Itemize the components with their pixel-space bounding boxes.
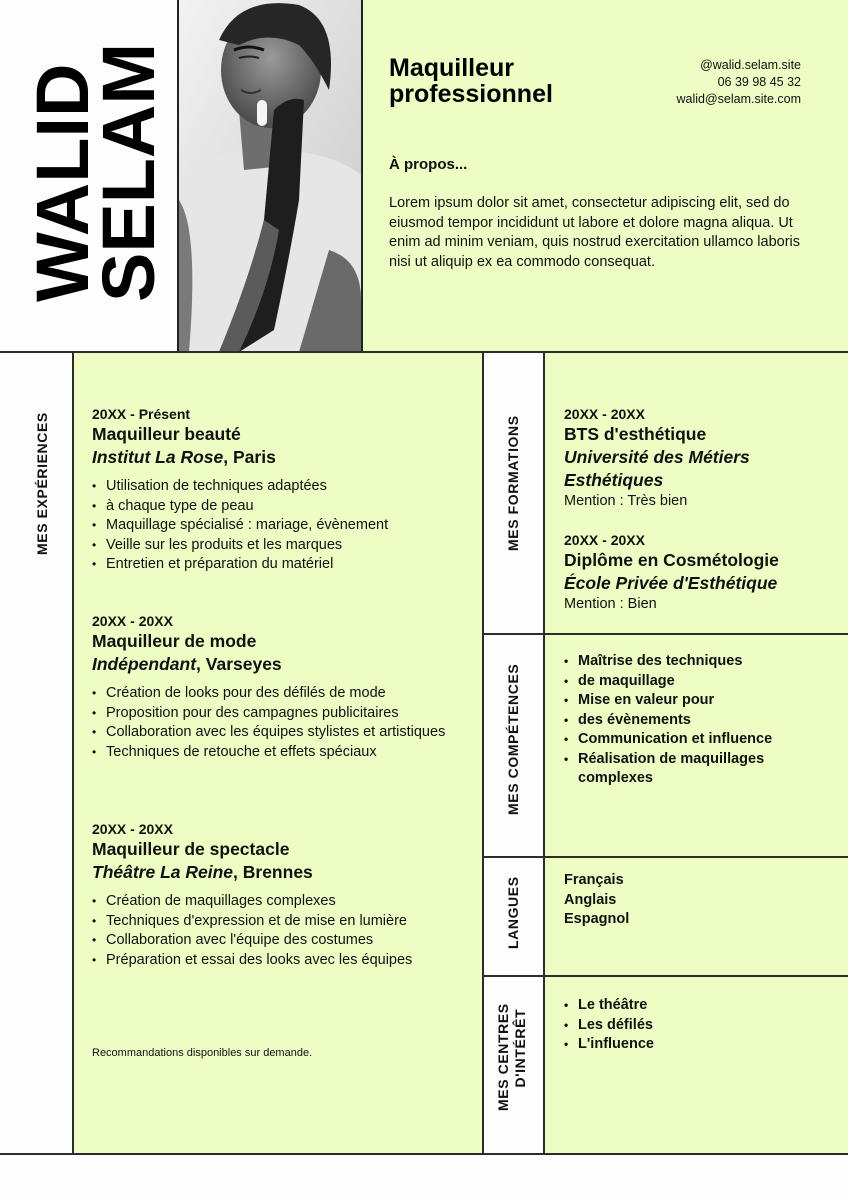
formation-date: 20XX - 20XX [564,406,645,422]
experience-city: , Varseyes [196,654,282,674]
list-item: • Techniques de retouche et effets spéciaux [92,743,452,763]
name-panel [0,0,177,352]
formation-school: Université des Métiers Esthétiques [564,447,750,490]
section-label-formations: MES FORMATIONS [505,415,521,551]
contact-website[interactable]: @walid.selam.site [700,58,801,72]
contact-phone[interactable]: 06 39 98 45 32 [717,75,801,89]
formation-title: Diplôme en Cosmétologie [564,550,779,570]
experience-title: Maquilleur de spectacle [92,839,290,859]
list-item: • Entretien et préparation du matériel [92,555,472,575]
list-item: • Création de looks pour des défilés de mode [92,684,452,704]
experience-item [92,820,472,970]
list-item: • Collaboration avec l'équipe des costumes [92,931,472,951]
section-label-competences: MES COMPÉTENCES [505,663,521,815]
experience-item [92,405,472,575]
experience-company: Institut La Rose [92,447,224,467]
divider [482,352,484,1154]
list-item: • Techniques d'expression et de mise en lumière [92,912,472,932]
divider [0,1153,848,1155]
list-item: • Utilisation de techniques adaptées [92,477,472,497]
formation-item [564,405,834,511]
experience-date: 20XX - 20XX [92,613,173,629]
competences-bullets [564,652,804,789]
interets-bullets [564,996,654,1055]
last-name: SELAM [87,43,170,302]
about-text: Lorem ipsum dolor sit amet, consectetur adipiscing elit, sed do eiusmod tempor incididunt ut labore et dolore magna aliqua. Ut enim ad minim veniam, quis nostrud exercitation ullamco laboris nisi ut aliquip ex ea commodo consequat. [389,195,801,270]
divider [483,856,848,858]
experience-item [92,612,452,762]
formation-mention: Mention : Bien [564,596,657,612]
experience-bullets [92,477,472,575]
contact-email[interactable]: walid@selam.site.com [676,92,801,106]
list-item: • Préparation et essai des looks avec les équipes [92,951,472,971]
list-item: • Collaboration avec les équipes stylistes et artistiques [92,723,452,743]
list-item: • à chaque type de peau [92,497,472,517]
experience-place [92,653,452,676]
formation-school: École Privée d'Esthétique [564,573,778,593]
list-item: • Le théâtre [564,996,654,1016]
formation-date: 20XX - 20XX [564,532,645,548]
contact-info [676,57,801,108]
header-panel [363,0,848,352]
list-item: • de maquillage [564,672,804,692]
experience-company: Indépendant [92,654,197,674]
experience-title: Maquilleur de mode [92,631,257,651]
experience-bullets [92,892,472,970]
list-item: • Réalisation de maquillages complexes [564,750,804,789]
job-title-line1: Maquilleur [389,54,515,82]
formation-mention: Mention : Très bien [564,493,688,509]
experience-date: 20XX - Présent [92,406,191,422]
list-item: • Création de maquillages complexes [92,892,472,912]
divider [543,352,545,1154]
competences-list [564,652,804,789]
section-label-langues: LANGUES [505,876,521,949]
experience-city: , Paris [223,447,276,467]
section-label-interets [495,1003,529,1111]
language-item: Espagnol [564,911,630,927]
divider [483,975,848,977]
list-item: • Communication et influence [564,730,804,750]
experience-title: Maquilleur beauté [92,424,241,444]
about-title: À propos... [389,156,468,173]
first-name: WALID [21,63,104,302]
interets-label-line2: D'INTÉRÊT [512,1008,528,1088]
experience-city: , Brennes [233,862,313,882]
langues-list [564,871,629,930]
divider [483,633,848,635]
experience-bullets [92,684,452,762]
interets-label-line1: MES CENTRES [495,1003,511,1111]
language-item: Français [564,872,624,888]
portrait-photo [177,0,363,352]
experience-place [92,861,472,884]
section-label-experiences: MES EXPÉRIENCES [34,412,50,555]
experience-date: 20XX - 20XX [92,821,173,837]
list-item: • L'influence [564,1035,654,1055]
experience-company: Théâtre La Reine [92,862,234,882]
list-item: • Proposition pour des campagnes publicitaires [92,704,452,724]
recommendations-note: Recommandations disponibles sur demande. [92,1047,313,1059]
experience-place [92,446,472,469]
list-item: • Maîtrise des techniques [564,652,804,672]
language-item: Anglais [564,891,617,908]
divider [72,352,74,1154]
list-item: • Mise en valeur pour [564,691,804,711]
formation-title: BTS d'esthétique [564,424,707,444]
list-item: • des évènements [564,711,804,731]
job-title [389,55,553,107]
list-item: • Veille sur les produits et les marques [92,536,472,556]
formation-item [564,531,834,614]
list-item: • Maquillage spécialisé : mariage, évènement [92,516,472,536]
divider [0,351,848,353]
list-item: • Les défilés [564,1016,654,1036]
interets-list [564,996,654,1055]
portrait-photo-icon [179,0,361,352]
job-title-line2: professionnel [389,80,553,108]
